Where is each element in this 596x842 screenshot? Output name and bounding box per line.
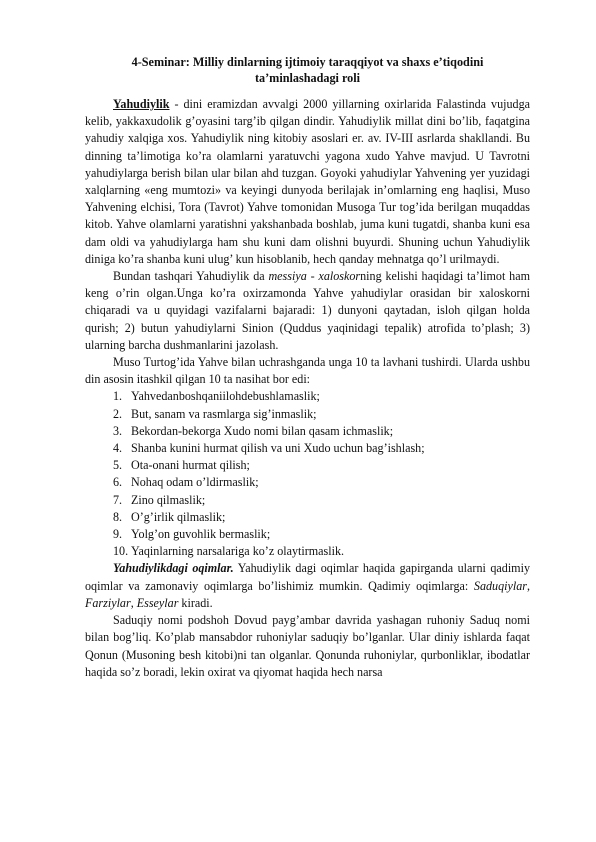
paragraph-text: ning kelishi haqidagi ta’limot ham keng o’rin olgan.Unga ko’ra oxirzamonda Yahve yahudiylar orasidan bir xaloskorni chiqaradi va u quyidagi vazifalarni bajaradi: 1) dunyoni qaytadan, isloh qilgan holda qurish; 2) butun yahudiylarni Sinion (Quddus yaqinidagi tepalik) atrofida to’plash; 3) ularning barcha dushmanlarini jazolash. [85,269,530,352]
paragraph-text: Bundan tashqari Yahudiylik da [113,269,269,284]
list-item: 7. Zino qilmaslik; [113,492,206,507]
list-item: 2. But, sanam va rasmlarga sig’inmaslik; [113,406,317,421]
list-item: 6. Nohaq odam o’ldirmaslik; [113,475,259,490]
term-yahudiylik: Yahudiylik [113,97,170,111]
list-item: 3. Bekordan-bekorga Xudo nomi bilan qasam ichmaslik; [113,423,394,438]
commandments-list [85,388,530,560]
paragraph-text: Yahudiylik dagi oqimlar haqida gapirganda ularni qadimiy oqimlar va zamonaviy oqimlarga bo’lishimiz mumkin. Qadimiy oqimlarga: [85,561,530,593]
list-item: 8. O’g’irlik qilmaslik; [113,509,226,524]
list-item: 1. Yahvedanboshqaniilohdebushlamaslik; [113,389,320,404]
paragraph-lavhalar: Muso Turtog’ida Yahve bilan uchrashganda unga 10 ta lavhani tushirdi. Ularda ushbu din asosin itashkil qilgan 10 ta nasihat bor edi: [85,355,530,387]
paragraph-text: - dini eramizdan avvalgi 2000 yillarning oxirlarida Falastinda vujudga kelib, yakkaxudolik g’oyasini targ’ib qilgan dindir. Yahudiylik millat dini bo’lib, faqatgina yahudiy xalqiga xos. Yahudiylik ning kitobiy asoslari er. av. IV-III asrlarda shakllandi. Bu dinning ta’limotiga ko’ra olamlarni yaratuvchi yagona xudo Yahve mavjud. U Tavrotni yahudiylarga berish bilan ular bilan ahd tuzgan. Goyoki yahudiylar Yahvening yer yuzidagi xalqlarning «eng mumtozi» va keyingi dunyoda berilajak in’omlarning eng haqlisi, Muso Yahvening elchisi, Tora (Tavrot) Yahve tomonidan Musoga Tur tog’ida berilgan muqaddas kitob. Yahve olamlarni yaratishni yakshanbada boshlab, juma kuni tugatdi, shanba kuni esa dam oldi va yahudiylarga ham shu kuni dam olishni buyurdi. Shuning uchun Yahudiylik diniga ko’ra shanba kuni ulug’ kun hisoblanib, hech qanday mehnatga qo’l urilmaydi. [85,97,530,266]
list-item: 9. Yolg’on guvohlik bermaslik; [113,527,271,542]
sect-name: Farziylar [85,595,131,610]
list-item: 5. Ota-onani hurmat qilish; [113,458,250,473]
paragraph-messiya [85,268,530,354]
sect-name: Esseylar [136,595,179,610]
list-item: 10. Yaqinlarning narsalariga ko’z olaytirmaslik. [113,544,345,559]
sect-name: Saduqiylar [473,578,527,593]
term-messiya: messiya - xaloskor [268,269,361,284]
paragraph-saduqiy: Saduqiy nomi podshoh Dovud payg’ambar davrida yashagan ruhoniy Saduq nomi bilan bog’liq. Ko’plab mansabdor ruhoniylar saduqiy bo’lganlar. Ular diniy ishlarda faqat Qonun (Musoning besh kitobi)ni tan olganlar. Qonunda ruhoniylar, qurbonliklar, ibodatlar haqida so’z boradi, lekin oxirat va qiyomat haqida hech narsa [85,613,530,679]
page-title: 4-Seminar: Milliy dinlarning ijtimoiy taraqqiyot va shaxs e’tiqodini ta’minlashadagi roli [131,55,484,85]
paragraph-oqimlar: Yahudiylikdagi oqimlar. Yahudiylik dagi oqimlar haqida gapirganda ularni qadimiy oqimlar va zamonaviy oqimlarga bo’lishimiz mumkin. Qadimiy oqimlarga: Saduqiylar, Farziylar, Esseylar kiradi. [85,561,530,610]
paragraph-yahudiylik [85,96,530,268]
section-heading: Yahudiylikdagi oqimlar. [113,561,234,576]
list-item: 4. Shanba kunini hurmat qilish va uni Xudo uchun bag’ishlash; [113,441,425,456]
